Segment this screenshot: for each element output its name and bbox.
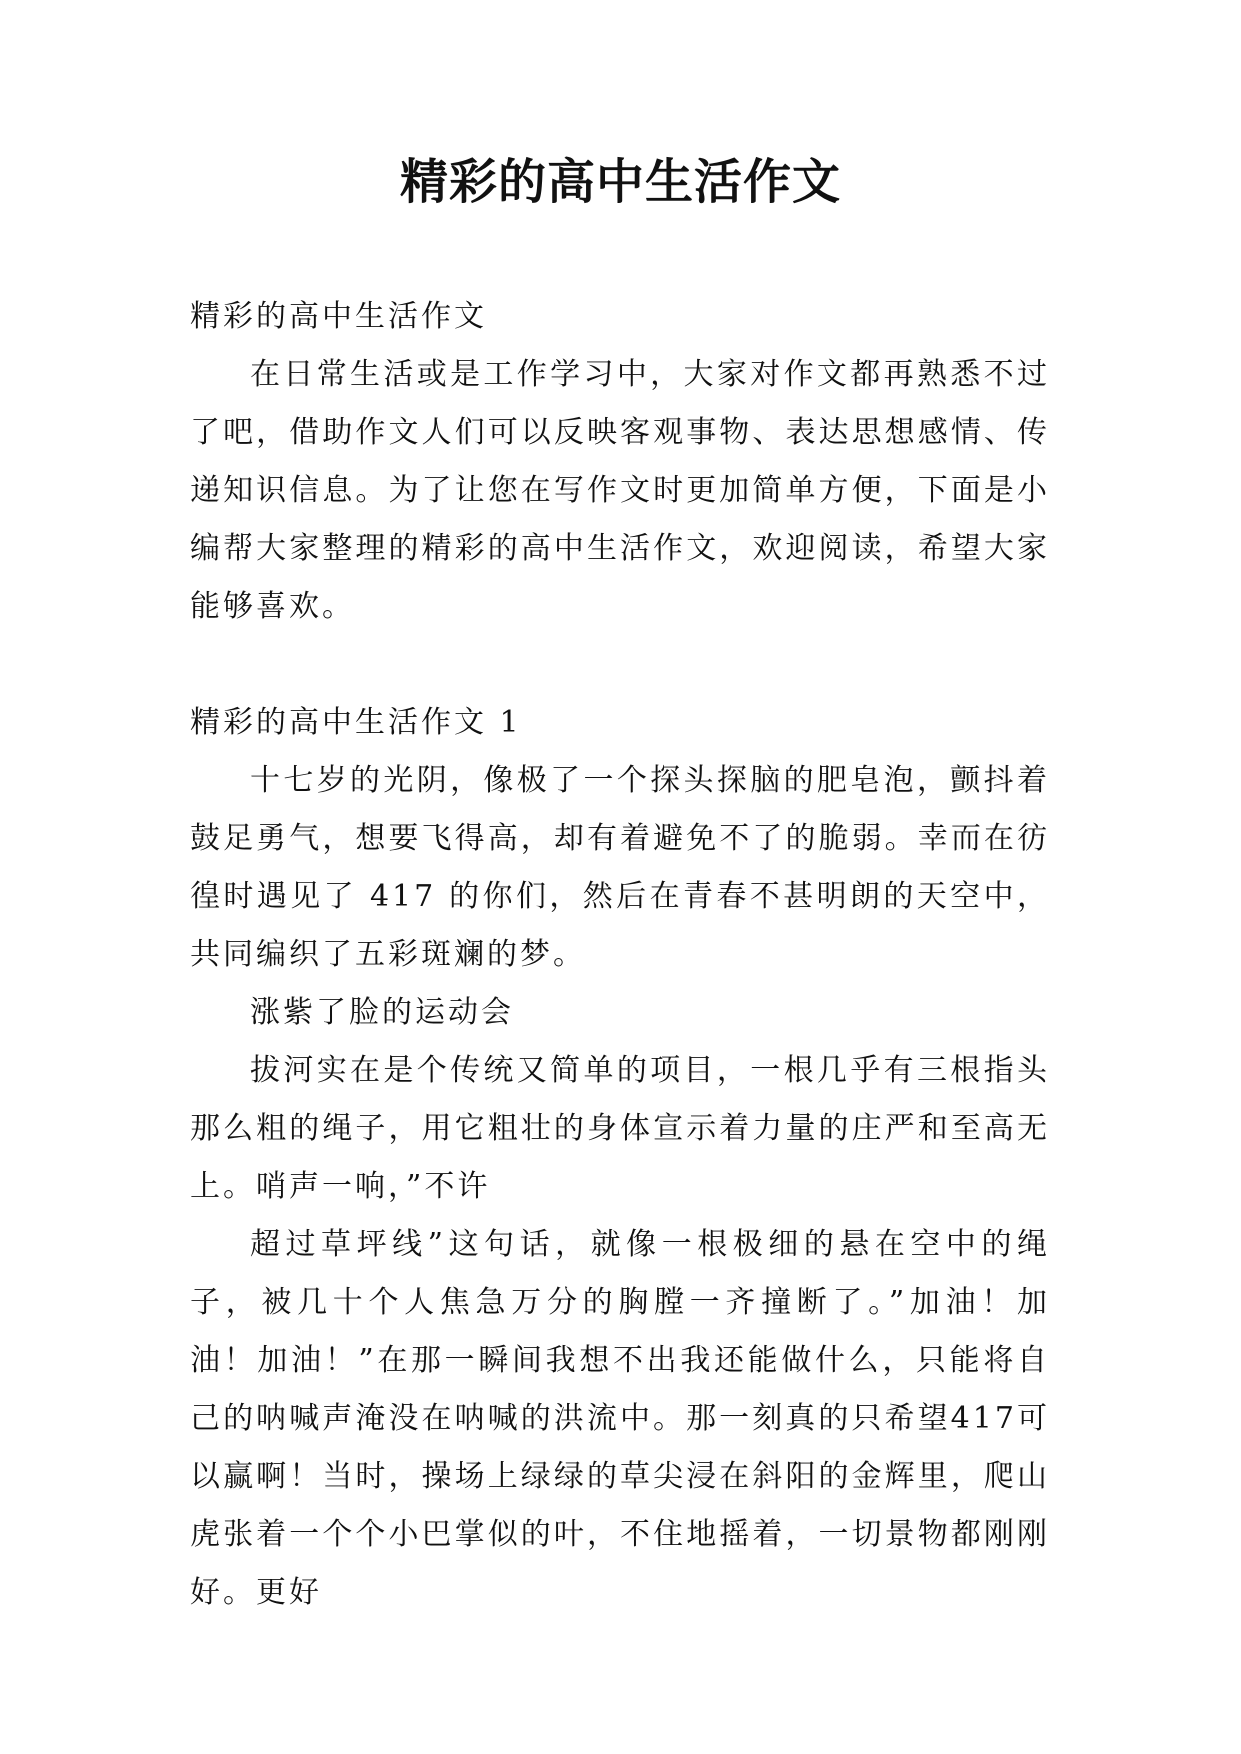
essay-1-paragraph-1: 十七岁的光阴，像极了一个探头探脑的肥皂泡，颤抖着鼓足勇气，想要飞得高，却有着避免不了的脆弱。幸而在彷徨时遇见了 417 的你们，然后在青春不甚明朗的天空中，共同编织了五彩斑斓的梦。 — [190, 763, 1050, 972]
essay-1-paragraph-2: 拔河实在是个传统又简单的项目，一根几乎有三根指头那么粗的绳子，用它粗壮的身体宣示着力量的庄严和至高无上。哨声一响，”不许 — [190, 1053, 1050, 1204]
section-heading-sports-day: 涨紫了脸的运动会 — [250, 995, 514, 1030]
document-body — [190, 288, 1050, 1622]
intro-paragraph: 在日常生活或是工作学习中，大家对作文都再熟悉不过了吧，借助作文人们可以反映客观事物、表达思想感情、传递知识信息。为了让您在写作文时更加简单方便，下面是小编帮大家整理的精彩的高中生活作文，欢迎阅读，希望大家能够喜欢。 — [190, 357, 1050, 624]
document-title: 精彩的高中生活作文 — [399, 154, 841, 210]
essay-1-paragraph-3: 超过草坪线”这句话，就像一根极细的悬在空中的绳子，被几十个人焦急万分的胸膛一齐撞断了。”加油！加油！加油！”在那一瞬间我想不出我还能做什么，只能将自己的呐喊声淹没在呐喊的洪流中。那一刻真的只希望417可以赢啊！当时，操场上绿绿的草尖浸在斜阳的金辉里，爬山虎张着一个个小巴掌似的叶，不住地摇着，一切景物都刚刚好。更好 — [190, 1227, 1050, 1610]
intro-heading: 精彩的高中生活作文 — [190, 299, 487, 334]
essay-1-heading: 精彩的高中生活作文 1 — [190, 705, 522, 740]
